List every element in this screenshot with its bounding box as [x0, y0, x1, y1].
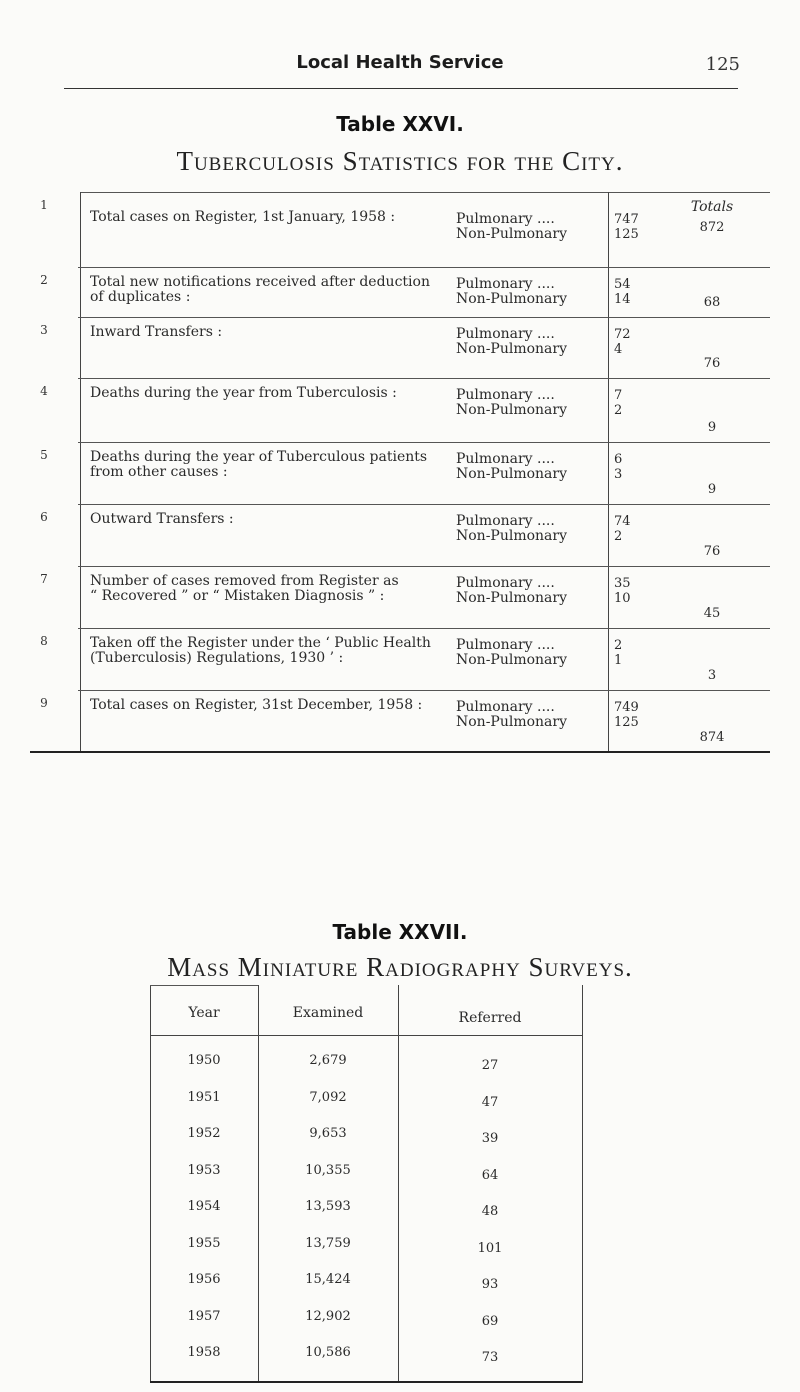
row-types	[456, 576, 606, 606]
value-pulmonary: 7	[614, 388, 623, 403]
row-description	[90, 210, 455, 225]
row-number: 6	[40, 510, 48, 524]
column-divider	[582, 985, 583, 1383]
column-header-examined: Examined	[292, 1005, 364, 1021]
description-line: Number of cases removed from Register as	[90, 573, 399, 589]
description-line: of duplicates :	[90, 289, 191, 305]
value-non-pulmonary: 125	[614, 715, 639, 730]
cell-year: 1955	[187, 1235, 221, 1251]
value-pulmonary: 2	[614, 638, 623, 653]
column-header-referred: Referred	[458, 1010, 522, 1026]
totals-header: Totals	[690, 199, 734, 215]
description-line: Deaths during the year of Tuberculous patients	[90, 449, 428, 465]
row-types	[456, 452, 606, 482]
stats-row	[30, 628, 770, 690]
cell-referred: 39	[481, 1131, 499, 1146]
row-values	[614, 277, 654, 307]
header-top-rule	[150, 985, 258, 986]
row-separator	[78, 378, 770, 379]
stats-row	[30, 317, 770, 378]
type-non-pulmonary: Non-Pulmonary	[456, 714, 568, 730]
type-non-pulmonary: Non-Pulmonary	[456, 226, 568, 242]
row-separator	[78, 690, 770, 691]
value-pulmonary: 74	[614, 514, 631, 529]
row-types	[456, 327, 606, 357]
row-types	[456, 514, 606, 544]
row-description	[90, 636, 455, 666]
row-values	[614, 327, 654, 357]
value-pulmonary: 747	[614, 212, 639, 227]
page-number: 125	[705, 54, 740, 75]
description-line: Taken off the Register under the ‘ Public Health	[90, 635, 431, 651]
value-non-pulmonary: 125	[614, 227, 639, 242]
column-divider	[398, 985, 399, 1383]
mmr-table-title: Table XXVII.	[332, 920, 468, 944]
row-description	[90, 574, 455, 604]
column-header-year: Year	[188, 1005, 220, 1021]
row-types	[456, 388, 606, 418]
table-bottom-rule	[150, 1381, 582, 1383]
description-line: Total cases on Register, 1st January, 1958 :	[90, 209, 396, 225]
value-non-pulmonary: 1	[614, 653, 623, 668]
value-pulmonary: 749	[614, 700, 639, 715]
row-values	[614, 514, 654, 544]
type-pulmonary: Pulmonary ....	[456, 326, 555, 342]
description-line: Deaths during the year from Tuberculosis :	[90, 385, 397, 401]
cell-examined: 15,424	[305, 1272, 351, 1287]
stats-table-subtitle: Tuberculosis Statistics for the City.	[176, 146, 624, 176]
row-total: 872	[699, 220, 725, 235]
row-description	[90, 386, 455, 401]
row-total: 45	[703, 606, 721, 621]
type-non-pulmonary: Non-Pulmonary	[456, 652, 568, 668]
type-pulmonary: Pulmonary ....	[456, 637, 555, 653]
row-separator	[78, 566, 770, 567]
row-number: 4	[40, 384, 48, 398]
stats-table-title: Table XXVI.	[336, 112, 464, 136]
cell-examined: 9,653	[309, 1126, 347, 1141]
row-number: 2	[40, 273, 48, 287]
cell-year: 1952	[187, 1126, 221, 1141]
row-separator	[78, 504, 770, 505]
value-non-pulmonary: 2	[614, 403, 623, 418]
cell-year: 1953	[187, 1162, 221, 1178]
row-number: 5	[40, 448, 48, 462]
description-line: Outward Transfers :	[90, 511, 234, 527]
row-total: 76	[703, 356, 721, 371]
header-bottom-rule	[150, 1035, 582, 1036]
value-non-pulmonary: 10	[614, 591, 631, 606]
row-values	[614, 388, 654, 418]
cell-examined: 2,679	[309, 1053, 347, 1068]
description-line: “ Recovered ” or “ Mistaken Diagnosis ” :	[90, 588, 385, 604]
cell-referred: 101	[477, 1240, 503, 1256]
running-title: Local Health Service	[296, 52, 504, 73]
stats-row	[30, 504, 770, 566]
cell-year: 1951	[187, 1089, 221, 1105]
cell-referred: 64	[481, 1167, 499, 1183]
row-types	[456, 212, 606, 242]
row-separator	[78, 628, 770, 629]
row-types	[456, 277, 606, 307]
row-values	[614, 638, 654, 668]
cell-year: 1958	[187, 1345, 221, 1360]
running-head	[0, 52, 800, 82]
tuberculosis-statistics-table	[30, 192, 770, 752]
stats-row	[30, 192, 770, 267]
value-non-pulmonary: 14	[614, 292, 631, 307]
row-values	[614, 212, 654, 242]
row-separator	[78, 317, 770, 318]
cell-referred: 69	[481, 1313, 499, 1329]
description-line: Total new notifications received after deduction	[90, 274, 430, 290]
value-pulmonary: 6	[614, 452, 623, 467]
row-description	[90, 275, 455, 305]
cell-referred: 93	[481, 1277, 499, 1292]
cell-year: 1954	[187, 1199, 221, 1214]
type-non-pulmonary: Non-Pulmonary	[456, 291, 568, 307]
mmr-table-subtitle: Mass Miniature Radiography Surveys.	[167, 952, 633, 982]
row-description	[90, 698, 455, 713]
row-description	[90, 325, 455, 340]
type-pulmonary: Pulmonary ....	[456, 699, 555, 715]
type-pulmonary: Pulmonary ....	[456, 513, 555, 529]
row-separator	[78, 267, 770, 268]
cell-examined: 13,593	[305, 1199, 351, 1214]
type-non-pulmonary: Non-Pulmonary	[456, 466, 568, 482]
row-values	[614, 576, 654, 606]
row-description	[90, 512, 455, 527]
type-non-pulmonary: Non-Pulmonary	[456, 402, 568, 418]
type-non-pulmonary: Non-Pulmonary	[456, 528, 568, 544]
row-values	[614, 452, 654, 482]
row-total: 9	[707, 420, 717, 435]
cell-year: 1957	[187, 1308, 221, 1324]
description-line: Total cases on Register, 31st December, 1958 :	[90, 697, 423, 713]
type-pulmonary: Pulmonary ....	[456, 451, 555, 467]
description-line: from other causes :	[90, 464, 228, 480]
cell-year: 1950	[187, 1053, 221, 1068]
row-separator	[78, 442, 770, 443]
row-number: 1	[40, 198, 48, 212]
row-number: 9	[40, 696, 48, 710]
stats-row	[30, 690, 770, 752]
type-pulmonary: Pulmonary ....	[456, 276, 555, 292]
description-line: Inward Transfers :	[90, 324, 223, 340]
cell-examined: 7,092	[309, 1089, 347, 1105]
type-pulmonary: Pulmonary ....	[456, 211, 555, 227]
row-number: 3	[40, 323, 48, 337]
cell-examined: 12,902	[305, 1308, 351, 1324]
cell-referred: 27	[481, 1058, 499, 1073]
cell-referred: 73	[481, 1350, 499, 1365]
value-non-pulmonary: 4	[614, 342, 623, 357]
value-non-pulmonary: 3	[614, 467, 623, 482]
type-pulmonary: Pulmonary ....	[456, 387, 555, 403]
radiography-surveys-table	[150, 985, 585, 1385]
row-description	[90, 450, 455, 480]
row-total: 68	[703, 295, 721, 310]
row-total: 76	[703, 544, 721, 559]
cell-examined: 10,586	[305, 1345, 351, 1360]
row-total: 874	[699, 730, 725, 745]
cell-referred: 47	[481, 1094, 499, 1110]
type-non-pulmonary: Non-Pulmonary	[456, 341, 568, 357]
stats-row	[30, 442, 770, 504]
row-types	[456, 700, 606, 730]
type-pulmonary: Pulmonary ....	[456, 575, 555, 591]
row-types	[456, 638, 606, 668]
value-non-pulmonary: 2	[614, 529, 623, 544]
stats-row	[30, 378, 770, 442]
stats-row	[30, 267, 770, 317]
cell-examined: 10,355	[305, 1162, 351, 1178]
value-pulmonary: 72	[614, 327, 631, 342]
description-line: (Tuberculosis) Regulations, 1930 ’ :	[90, 650, 344, 666]
value-pulmonary: 35	[614, 576, 631, 591]
value-pulmonary: 54	[614, 277, 631, 292]
row-number: 8	[40, 634, 48, 648]
cell-year: 1956	[187, 1272, 221, 1287]
type-non-pulmonary: Non-Pulmonary	[456, 590, 568, 606]
row-total: 9	[707, 482, 717, 497]
row-total: 3	[707, 668, 717, 683]
cell-examined: 13,759	[305, 1235, 351, 1251]
row-number: 7	[40, 572, 48, 586]
cell-referred: 48	[481, 1204, 499, 1219]
stats-row	[30, 566, 770, 628]
header-rule	[64, 88, 738, 89]
row-values	[614, 700, 654, 730]
